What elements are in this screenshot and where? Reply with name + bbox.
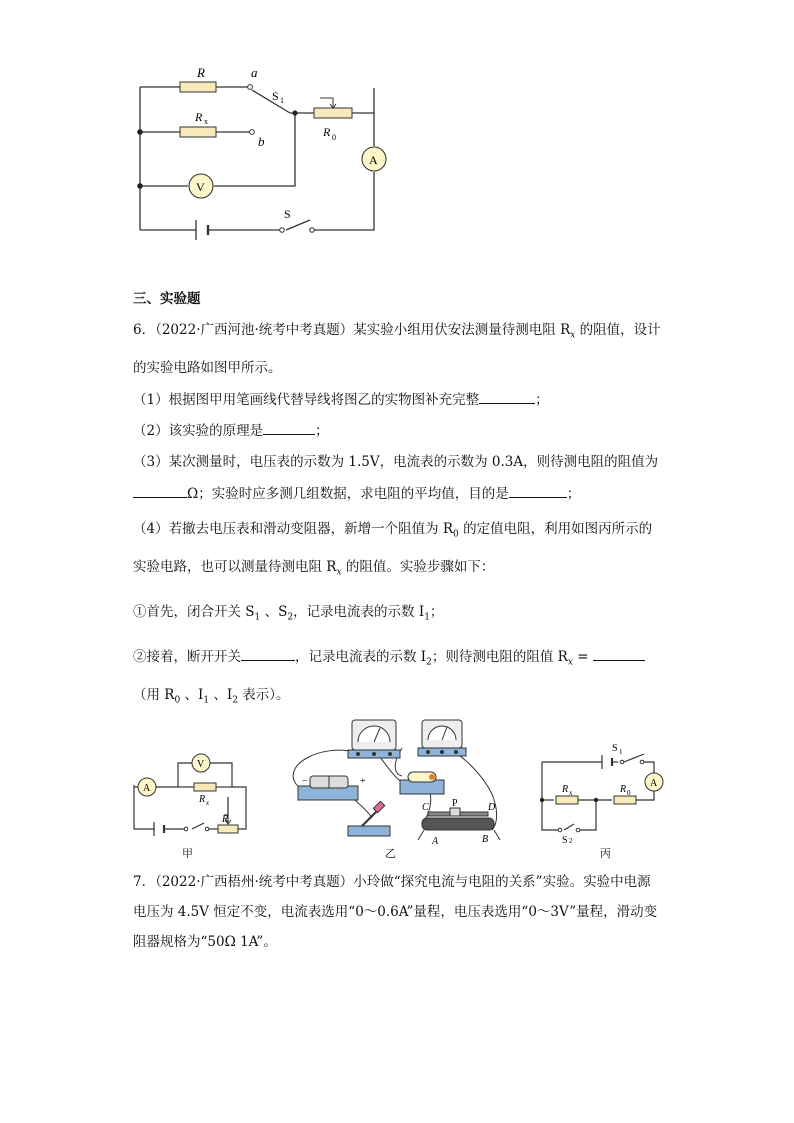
step2-mid: ，记录电流表的示数 I [295,649,427,665]
jia-r-label: R [222,814,229,825]
label-s: S [284,207,291,221]
yi-p-label: P [452,798,458,809]
label-s1-sub: 1 [280,96,284,105]
q7-line3: 阻器规格为“50Ω 1A”。 [133,934,277,950]
label-ammeter: A [369,153,378,167]
top-circuit-diagram [130,60,390,250]
q6-part2-text: （2）该实验的原理是 [133,423,264,439]
step1-end: ，记录电流表的示数 I [293,604,425,620]
yi-c-label: C [422,802,429,813]
label-s1: S [272,89,279,103]
bing-s1-label: S [612,743,618,754]
figure-bing-circuit [538,740,668,844]
bing-rx-label: R [562,784,569,795]
answer-blank-2[interactable] [263,420,315,435]
q7-line1: 7．（2022·广西梧州·统考中考真题）小玲做“探究电流与电阻的关系”实验。实验中电源 [133,874,651,890]
q6-part2-end: ； [315,423,329,439]
bing-a-label: A [650,778,658,789]
jia-rx-sub: x [206,799,210,807]
q6-part4a-sub: 0 [453,529,459,540]
q7-line2: 电压为 4.5V 恒定不变，电流表选用“0～0.6A”量程，电压表选用“0～3V”量程，滑动变 [133,904,658,920]
step2-sub: 2 [426,657,432,668]
bing-s1-sub: 1 [619,748,623,756]
label-rx: R [195,110,203,124]
step1-text: ①首先，闭合开关 S [133,604,255,620]
yi-b-label: B [482,834,489,844]
q6-step1 [133,602,443,628]
answer-blank-6[interactable] [593,646,645,661]
q6-part3b-end: ； [566,486,581,502]
label-r: R [197,65,205,80]
q6-part3a: （3）某次测量时，电压表的示数为 1.5V，电流表的示数为 0.3A，则待测电阻的阻值为 [133,454,659,470]
q6-part3b-text: Ω；实验时应多测几组数据，求电阻的平均值，目的是 [187,486,509,502]
caption-yi: 乙 [385,847,396,860]
yi-d-label: D [488,802,496,813]
q6-part4b-sub: x [336,567,342,578]
q6-line1-end: 的阻值，设计 [575,322,661,338]
bing-s2-sub: 2 [569,837,573,844]
step3-end: 表示）。 [237,687,290,703]
q6-line1 [133,320,661,346]
step2-sub2: x [567,657,573,668]
q6-part4a-text: （4）若撤去电压表和滑动变阻器，新增一个阻值为 R [133,521,454,537]
bing-s2-label: S [562,835,568,844]
step3-mid1: 、I [180,687,204,703]
q6-part2 [133,420,329,441]
step1-mid: 、S [260,604,288,620]
q6-step2 [133,646,645,673]
q6-part4a-end: 的定值电阻，利用如图丙所示的 [458,521,653,537]
answer-blank-5[interactable] [241,646,295,661]
answer-blank-1[interactable] [479,389,535,404]
label-b: b [258,134,265,149]
bing-rx-sub: x [569,789,573,797]
step1-tail: ； [429,604,444,620]
q6-part1 [133,389,549,410]
caption-jia: 甲 [182,847,193,860]
answer-blank-3[interactable] [133,483,187,498]
jia-a-label: A [143,783,151,794]
q6-part4a [133,519,652,545]
step3-sub2: 1 [203,695,210,706]
yi-minus-label: − [302,776,308,787]
q6-part4b-end: 的阻值。实验步骤如下： [341,559,495,575]
label-rx-sub: x [204,117,208,126]
step2-text: ②接着，断开开关 [133,649,241,665]
step3-text: （用 R [133,687,175,703]
bing-r0-sub: 0 [627,789,631,797]
q6-step3 [133,685,289,711]
caption-bing: 丙 [600,847,611,860]
step2-mid2: ；则待测电阻的阻值 R [431,649,568,665]
step2-eq: = [572,649,589,665]
step3-sub1: 0 [174,695,181,706]
figure-jia-circuit [130,745,255,837]
answer-blank-4[interactable] [509,483,567,498]
q6-line1-text: 6．（2022·广西河池·统考中考真题）某实验小组用伏安法测量待测电阻 R [133,322,571,338]
label-a: a [251,65,258,80]
label-voltmeter: V [196,180,205,194]
section-title: 三、实验题 [133,291,201,307]
q6-part1-end: ； [535,392,549,408]
q6-part1-text: （1）根据图甲用笔画线代替导线将图乙的实物图补充完整 [133,392,480,408]
bing-r0-label: R [620,784,627,795]
step3-mid2: 、I [209,687,233,703]
step1-sub1: 1 [254,612,261,623]
yi-a-label: A [432,836,439,844]
jia-v-label: V [197,759,205,770]
step3-sub3: 2 [232,695,238,706]
yi-plus-label: + [360,776,366,787]
q6-line1-sub: x [570,330,576,341]
q6-part4b-text: 实验电路，也可以测量待测电阻 R [133,559,337,575]
q6-part4b [133,557,494,583]
step1-sub2: 2 [287,612,294,623]
label-r0-sub: 0 [332,133,336,142]
q6-part3b [133,483,580,504]
jia-rx-label: R [199,794,206,805]
label-r0: R [323,125,331,139]
q6-line2: 的实验电路如图甲所示。 [133,360,282,376]
figure-yi-apparatus [282,714,514,844]
step1-sub3: 1 [424,612,430,623]
